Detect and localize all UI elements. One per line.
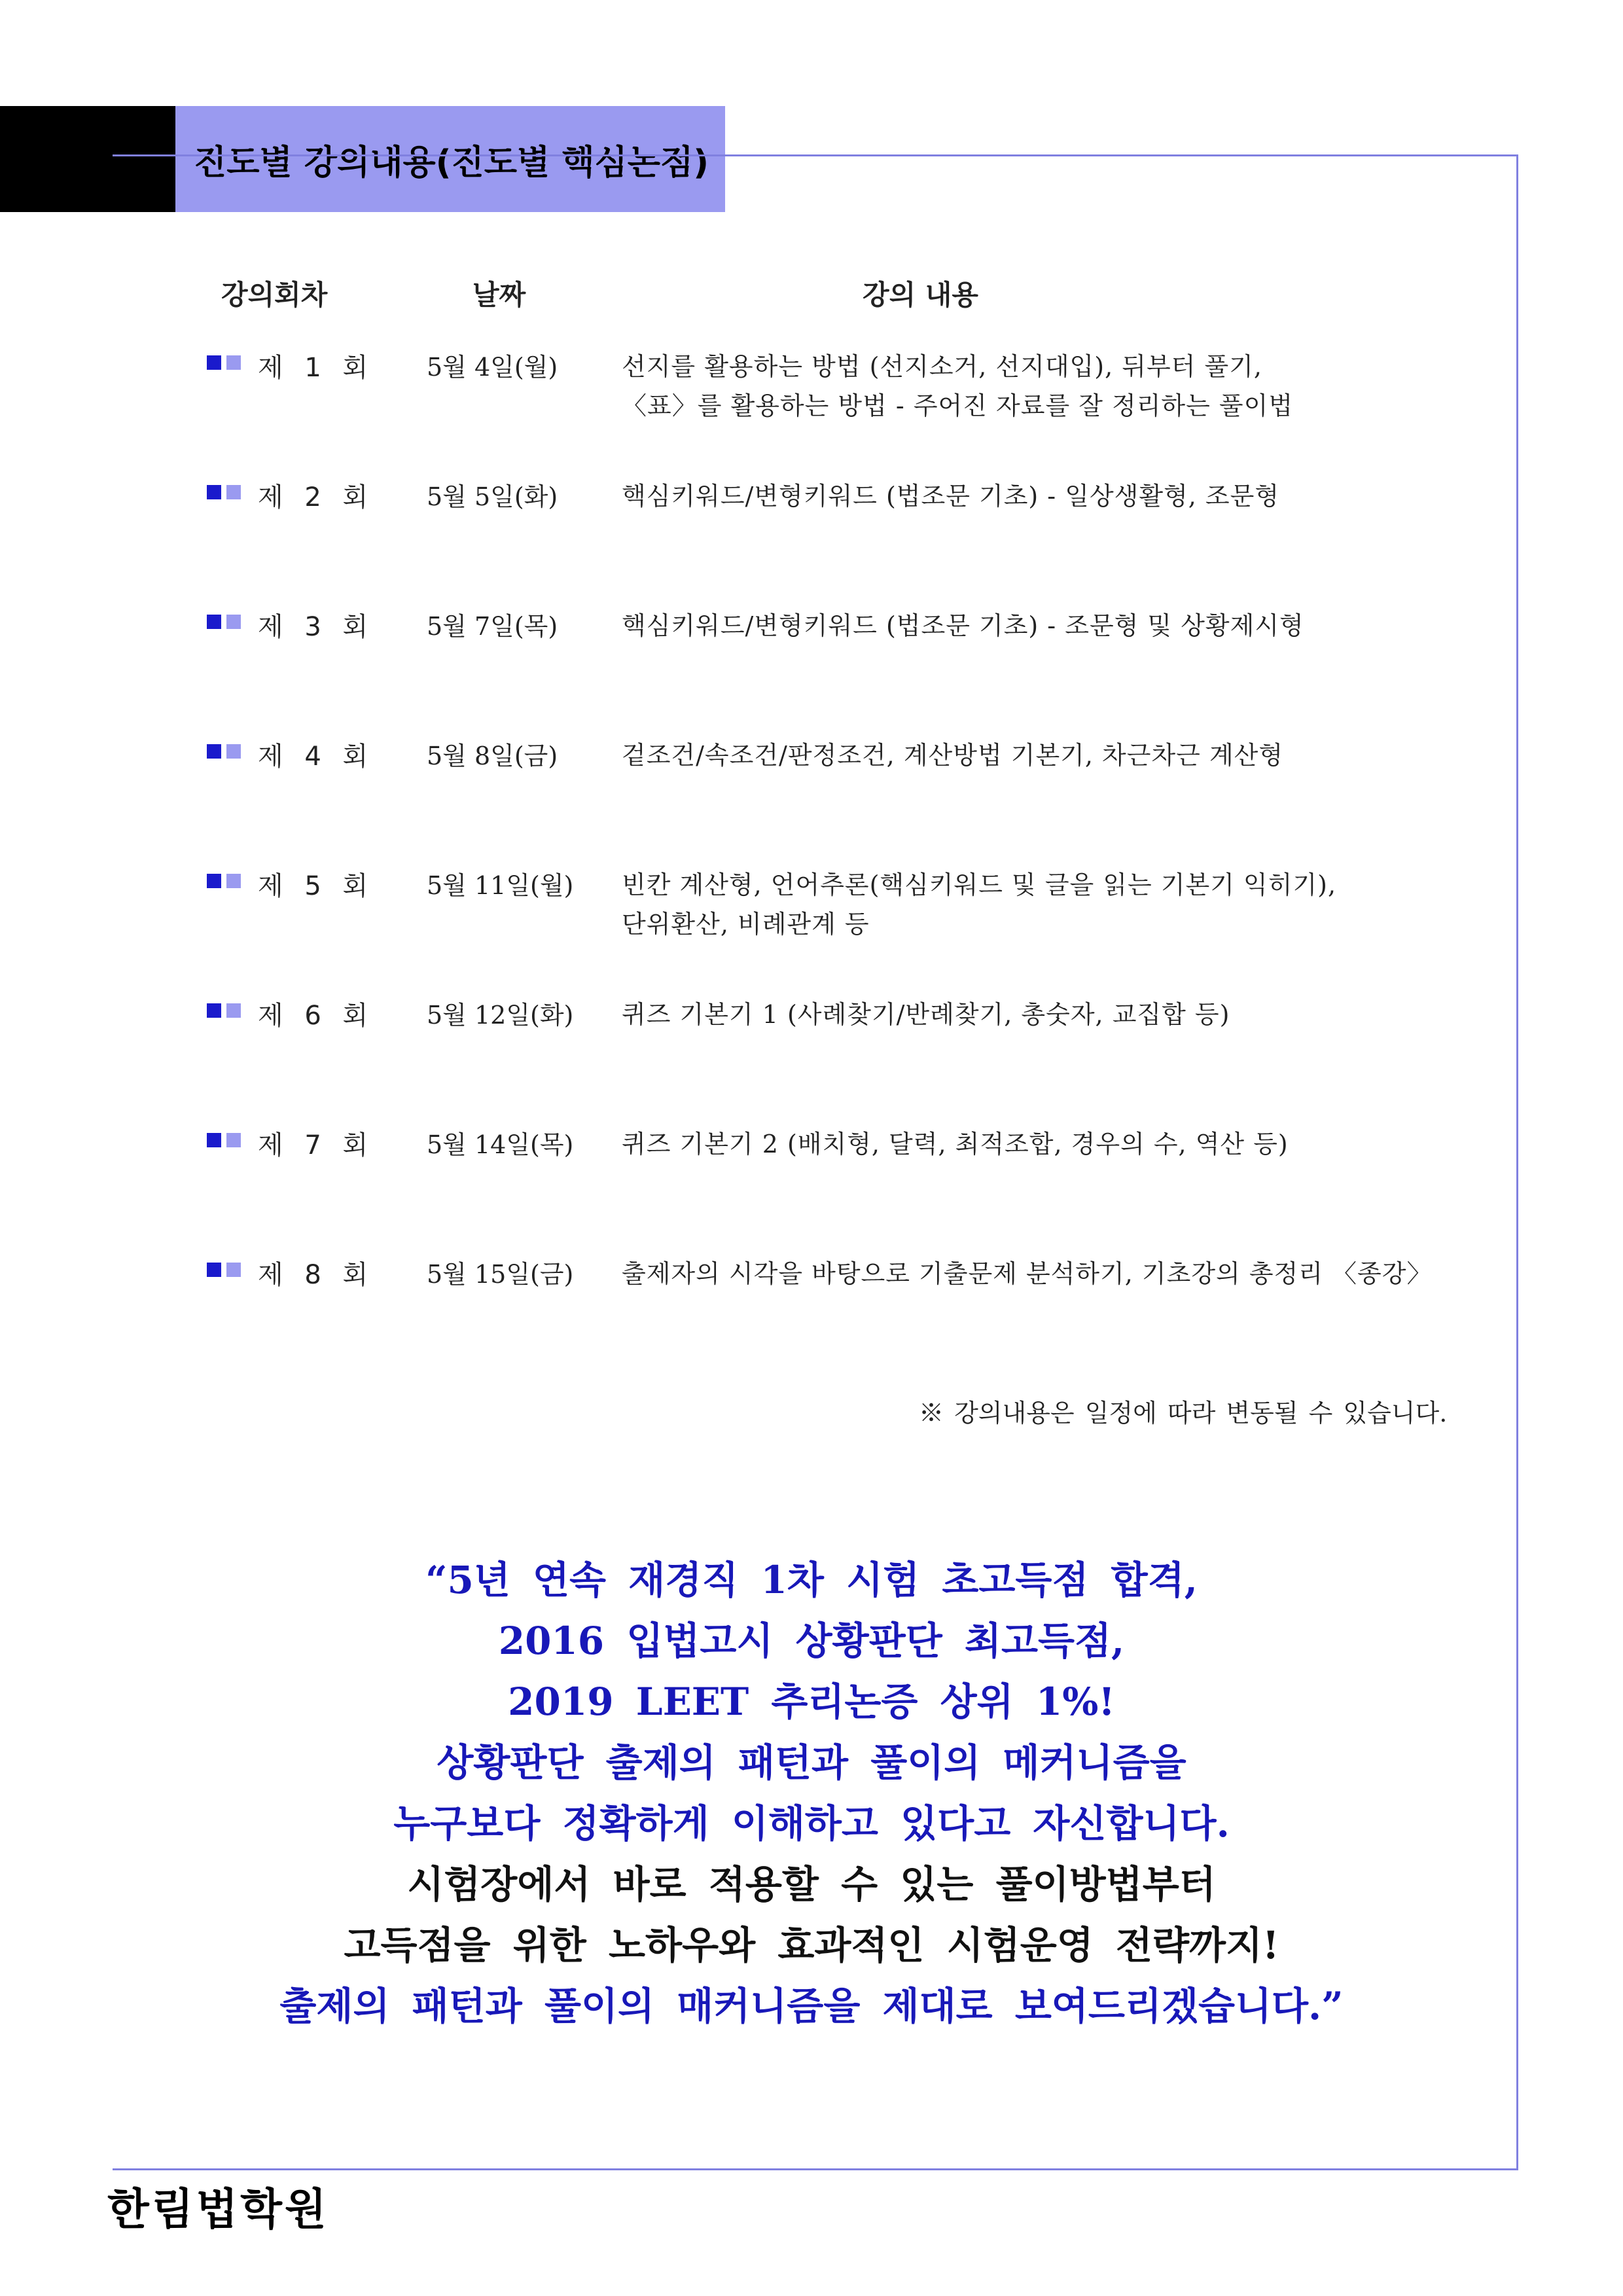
bullet-icon <box>207 1263 243 1277</box>
quote-line: 2019 LEET 추리논증 상위 1%! <box>508 1679 1115 1724</box>
session-date: 5월 7일(목) <box>427 612 558 641</box>
content-line: 핵심키워드/변형키워드 (법조문 기초) - 조문형 및 상황제시형 <box>622 611 1304 640</box>
content-line: 〈표〉를 활용하는 방법 - 주어진 자료를 잘 정리하는 풀이법 <box>622 391 1294 420</box>
session-date: 5월 15일(금) <box>427 1260 574 1289</box>
column-header-session: 강의회차 <box>221 279 328 311</box>
session-content <box>622 1124 1289 1164</box>
session-content <box>622 476 1279 516</box>
session-content <box>622 347 1293 425</box>
page-title: 진도별 강의내용(진도별 핵심논점) <box>194 143 709 183</box>
session-date: 5월 5일(화) <box>427 482 558 511</box>
session-date: 5월 14일(목) <box>427 1130 574 1159</box>
content-line: 빈칸 계산형, 언어추론(핵심키워드 및 글을 읽는 기본기 익히기), <box>622 870 1337 899</box>
session-number: 제 5 회 <box>258 871 375 901</box>
session-date: 5월 4일(월) <box>427 353 558 382</box>
quote-line: 출제의 패턴과 풀이의 매커니즘을 제대로 보여드리겠습니다.” <box>279 1984 1344 2028</box>
session-date: 5월 8일(금) <box>427 742 558 770</box>
content-line: 겉조건/속조건/판정조건, 계산방법 기본기, 차근차근 계산형 <box>622 741 1284 770</box>
bullet-icon <box>207 355 243 370</box>
session-content <box>622 995 1230 1034</box>
column-header-date: 날짜 <box>473 279 526 311</box>
content-line: 단위환산, 비례관계 등 <box>622 910 870 939</box>
bullet-icon <box>207 1133 243 1147</box>
session-number: 제 2 회 <box>258 482 375 512</box>
session-date: 5월 11일(월) <box>427 871 574 900</box>
academy-logo: 한림법학원 <box>107 2184 329 2234</box>
content-line: 선지를 활용하는 방법 (선지소거, 선지대입), 뒤부터 풀기, <box>622 352 1262 381</box>
bullet-icon <box>207 744 243 759</box>
bullet-icon <box>207 1003 243 1018</box>
session-content <box>622 1254 1432 1293</box>
content-line: 퀴즈 기본기 1 (사례찾기/반례찾기, 총숫자, 교집합 등) <box>622 1000 1230 1029</box>
session-number: 제 1 회 <box>258 353 375 383</box>
quote-line: 고득점을 위한 노하우와 효과적인 시험운영 전략까지! <box>344 1923 1279 1967</box>
column-header-content: 강의 내용 <box>863 279 978 311</box>
quote-line: 상황판단 출제의 패턴과 풀이의 메커니즘을 <box>437 1740 1186 1785</box>
quote-line: 2016 입법고시 상황판단 최고득점, <box>498 1619 1125 1663</box>
session-date: 5월 12일(화) <box>427 1001 574 1030</box>
session-number: 제 8 회 <box>258 1260 375 1290</box>
quote-line: 시험장에서 바로 적용할 수 있는 풀이방법부터 <box>407 1862 1216 1907</box>
content-line: 퀴즈 기본기 2 (배치형, 달력, 최적조합, 경우의 수, 역산 등) <box>622 1130 1289 1158</box>
schedule-note: ※ 강의내용은 일정에 따라 변동될 수 있습니다. <box>919 1399 1448 1427</box>
session-number: 제 6 회 <box>258 1001 375 1031</box>
promo-quote <box>0 1550 1623 2037</box>
content-line: 출제자의 시각을 바탕으로 기출문제 분석하기, 기초강의 총정리 〈종강〉 <box>622 1259 1433 1288</box>
quote-line: 누구보다 정확하게 이해하고 있다고 자신합니다. <box>393 1801 1230 1846</box>
session-content <box>622 736 1283 775</box>
session-number: 제 3 회 <box>258 612 375 642</box>
bullet-icon <box>207 874 243 888</box>
quote-line: “5년 연속 재경직 1차 시험 초고득점 합격, <box>425 1558 1198 1602</box>
content-line: 핵심키워드/변형키워드 (법조문 기초) - 일상생활형, 조문형 <box>622 482 1280 511</box>
session-number: 제 7 회 <box>258 1130 375 1160</box>
session-content <box>622 865 1336 944</box>
bullet-icon <box>207 485 243 499</box>
session-number: 제 4 회 <box>258 742 375 772</box>
bullet-icon <box>207 615 243 629</box>
session-content <box>622 606 1304 645</box>
